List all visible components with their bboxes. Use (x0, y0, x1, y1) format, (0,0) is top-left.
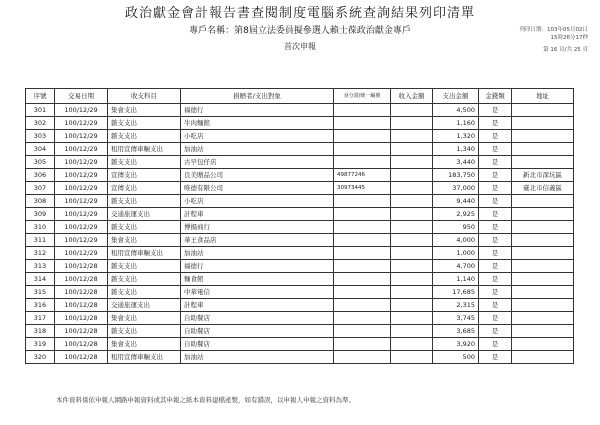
cell-address (512, 286, 574, 299)
cell-counterparty: 福德行 (181, 260, 334, 273)
cell-id-number (334, 312, 391, 325)
cell-date: 100/12/29 (55, 182, 108, 195)
cell-address (512, 234, 574, 247)
cell-date: 100/12/28 (55, 338, 108, 351)
cell-income (391, 130, 433, 143)
cell-category: 交通旅運支出 (108, 299, 181, 312)
cell-category: 宣傳支出 (108, 182, 181, 195)
cell-income (391, 299, 433, 312)
cell-category: 雜支支出 (108, 130, 181, 143)
table-row (26, 130, 574, 143)
cell-id-number: 30973445 (334, 182, 391, 195)
cell-income (391, 117, 433, 130)
cell-income (391, 260, 433, 273)
cell-monetary: 是 (479, 260, 512, 273)
cell-category: 集會支出 (108, 234, 181, 247)
cell-seq: 318 (26, 325, 55, 338)
cell-id-number (334, 117, 391, 130)
cell-date: 100/12/29 (55, 130, 108, 143)
cell-expense: 1,160 (433, 117, 479, 130)
cell-monetary: 是 (479, 221, 512, 234)
cell-expense: 500 (433, 351, 479, 364)
cell-date: 100/12/29 (55, 195, 108, 208)
cell-seq: 304 (26, 143, 55, 156)
print-time: 15時26分17秒 (550, 35, 588, 41)
cell-counterparty: 計程車 (181, 208, 334, 221)
cell-category: 集會支出 (108, 104, 181, 117)
cell-address (512, 221, 574, 234)
cell-income (391, 195, 433, 208)
cell-date: 100/12/28 (55, 312, 108, 325)
table-row (26, 286, 574, 299)
cell-expense: 3,440 (433, 156, 479, 169)
cell-counterparty: 自助餐店 (181, 325, 334, 338)
cell-date: 100/12/29 (55, 208, 108, 221)
cell-seq: 305 (26, 156, 55, 169)
cell-id-number: 49877246 (334, 169, 391, 182)
cell-expense: 3,745 (433, 312, 479, 325)
cell-counterparty: 小吃店 (181, 195, 334, 208)
table-row (26, 208, 574, 221)
cell-counterparty: 加油站 (181, 143, 334, 156)
cell-seq: 313 (26, 260, 55, 273)
cell-date: 100/12/29 (55, 247, 108, 260)
cell-expense: 2,315 (433, 299, 479, 312)
cell-income (391, 338, 433, 351)
cell-address (512, 273, 574, 286)
cell-category: 雜支支出 (108, 156, 181, 169)
cell-seq: 317 (26, 312, 55, 325)
table-row (26, 195, 574, 208)
cell-monetary: 是 (479, 247, 512, 260)
cell-seq: 301 (26, 104, 55, 117)
cell-category: 租用宣傳車輛支出 (108, 247, 181, 260)
cell-income (391, 156, 433, 169)
cell-monetary: 是 (479, 299, 512, 312)
cell-address (512, 260, 574, 273)
cell-monetary: 是 (479, 286, 512, 299)
cell-id-number (334, 260, 391, 273)
cell-counterparty: 加油站 (181, 247, 334, 260)
table-row (26, 143, 574, 156)
cell-income (391, 247, 433, 260)
cell-address (512, 312, 574, 325)
cell-counterparty: 唯德有限公司 (181, 182, 334, 195)
table-row (26, 247, 574, 260)
cell-income (391, 351, 433, 364)
table-row (26, 325, 574, 338)
cell-monetary: 是 (479, 325, 512, 338)
cell-id-number (334, 156, 391, 169)
cell-monetary: 是 (479, 208, 512, 221)
cell-category: 集會支出 (108, 338, 181, 351)
cell-counterparty: 博揚商行 (181, 221, 334, 234)
cell-date: 100/12/29 (55, 143, 108, 156)
cell-date: 100/12/29 (55, 234, 108, 247)
document-title: 政治獻金會計報告書查閱制度電腦系統查詢結果列印清單 (124, 6, 475, 21)
cell-counterparty: 良美贈品公司 (181, 169, 334, 182)
cell-seq: 308 (26, 195, 55, 208)
cell-id-number (334, 338, 391, 351)
cell-address (512, 117, 574, 130)
table-row (26, 234, 574, 247)
cell-expense: 1,320 (433, 130, 479, 143)
cell-date: 100/12/28 (55, 260, 108, 273)
cell-address (512, 156, 574, 169)
cell-date: 100/12/28 (55, 325, 108, 338)
cell-id-number (334, 351, 391, 364)
cell-id-number (334, 104, 391, 117)
cell-address (512, 104, 574, 117)
cell-expense: 37,000 (433, 182, 479, 195)
cell-monetary: 是 (479, 338, 512, 351)
cell-date: 100/12/29 (55, 156, 108, 169)
cell-income (391, 143, 433, 156)
cell-id-number (334, 286, 391, 299)
cell-monetary: 是 (479, 273, 512, 286)
cell-date: 100/12/29 (55, 104, 108, 117)
cell-income (391, 104, 433, 117)
cell-income (391, 312, 433, 325)
cell-seq: 312 (26, 247, 55, 260)
cell-category: 雜支支出 (108, 325, 181, 338)
table-row (26, 312, 574, 325)
cell-monetary: 是 (479, 234, 512, 247)
cell-expense: 3,685 (433, 325, 479, 338)
table-row (26, 156, 574, 169)
cell-seq: 315 (26, 286, 55, 299)
cell-seq: 316 (26, 299, 55, 312)
column-header-address: 地址 (512, 89, 574, 104)
cell-address (512, 247, 574, 260)
cell-counterparty: 中華電信 (181, 286, 334, 299)
cell-id-number (334, 221, 391, 234)
column-header-income: 收入金額 (391, 89, 433, 104)
table-row (26, 104, 574, 117)
cell-date: 100/12/28 (55, 299, 108, 312)
cell-counterparty: 麵食館 (181, 273, 334, 286)
cell-expense: 9,440 (433, 195, 479, 208)
cell-monetary: 是 (479, 156, 512, 169)
cell-category: 租用宣傳車輛支出 (108, 351, 181, 364)
cell-seq: 307 (26, 182, 55, 195)
cell-monetary: 是 (479, 351, 512, 364)
cell-id-number (334, 273, 391, 286)
column-header-category: 收支科目 (108, 89, 181, 104)
table-row (26, 117, 574, 130)
table-row (26, 338, 574, 351)
cell-category: 雜支支出 (108, 286, 181, 299)
cell-date: 100/12/29 (55, 221, 108, 234)
cell-income (391, 234, 433, 247)
cell-id-number (334, 325, 391, 338)
cell-address (512, 208, 574, 221)
table-row (26, 221, 574, 234)
cell-address (512, 338, 574, 351)
cell-seq: 303 (26, 130, 55, 143)
cell-income (391, 325, 433, 338)
cell-income (391, 169, 433, 182)
cell-category: 雜支支出 (108, 117, 181, 130)
cell-category: 租用宣傳車輛支出 (108, 143, 181, 156)
cell-address (512, 299, 574, 312)
footer-note: 本件資料係依申報人網路申報資料或其申報之紙本資料建檔產製，如有錯誤，以申報人申報之資料為準。 (56, 396, 355, 404)
cell-expense: 183,750 (433, 169, 479, 182)
cell-date: 100/12/28 (55, 351, 108, 364)
cell-date: 100/12/29 (55, 117, 108, 130)
cell-date: 100/12/29 (55, 169, 108, 182)
cell-income (391, 273, 433, 286)
cell-id-number (334, 299, 391, 312)
cell-seq: 319 (26, 338, 55, 351)
print-date: 列印日期：103年05月02日 (519, 27, 588, 33)
cell-seq: 310 (26, 221, 55, 234)
cell-seq: 306 (26, 169, 55, 182)
table-row (26, 169, 574, 182)
cell-counterparty: 小吃店 (181, 130, 334, 143)
cell-counterparty: 加油站 (181, 351, 334, 364)
cell-monetary: 是 (479, 104, 512, 117)
cell-address (512, 130, 574, 143)
column-header-monetary: 金錢類 (479, 89, 512, 104)
filing-type: 首次申報 (284, 42, 316, 51)
cell-expense: 17,685 (433, 286, 479, 299)
cell-address: 臺北市信義區 (512, 182, 574, 195)
table-header (26, 89, 574, 104)
cell-category: 交通旅運支出 (108, 208, 181, 221)
cell-seq: 302 (26, 117, 55, 130)
column-header-expense: 支出金額 (433, 89, 479, 104)
cell-monetary: 是 (479, 169, 512, 182)
cell-expense: 1,000 (433, 247, 479, 260)
cell-address (512, 351, 574, 364)
print-info (508, 26, 588, 42)
cell-expense: 950 (433, 221, 479, 234)
cell-counterparty: 計程車 (181, 299, 334, 312)
cell-address: 新北市深坑區 (512, 169, 574, 182)
column-header-seq: 序號 (26, 89, 55, 104)
cell-category: 雜支支出 (108, 195, 181, 208)
cell-income (391, 182, 433, 195)
cell-income (391, 208, 433, 221)
table-row (26, 260, 574, 273)
cell-id-number (334, 195, 391, 208)
cell-category: 雜支支出 (108, 260, 181, 273)
cell-category: 雜支支出 (108, 221, 181, 234)
cell-counterparty: 自助餐店 (181, 338, 334, 351)
cell-monetary: 是 (479, 182, 512, 195)
cell-income (391, 221, 433, 234)
cell-monetary: 是 (479, 143, 512, 156)
cell-address (512, 195, 574, 208)
cell-expense: 1,340 (433, 143, 479, 156)
cell-counterparty: 華王食品店 (181, 234, 334, 247)
cell-seq: 314 (26, 273, 55, 286)
cell-date: 100/12/28 (55, 273, 108, 286)
cell-id-number (334, 130, 391, 143)
cell-expense: 3,920 (433, 338, 479, 351)
table-row (26, 299, 574, 312)
cell-counterparty: 牛肉麵館 (181, 117, 334, 130)
column-header-counterparty: 捐贈者/支出對象 (181, 89, 334, 104)
cell-counterparty: 古早包仔店 (181, 156, 334, 169)
cell-id-number (334, 247, 391, 260)
cell-expense: 4,700 (433, 260, 479, 273)
cell-seq: 320 (26, 351, 55, 364)
cell-expense: 4,000 (433, 234, 479, 247)
table-row (26, 351, 574, 364)
cell-expense: 2,925 (433, 208, 479, 221)
column-header-id-number: 身分證/統一編號 (334, 89, 391, 104)
cell-id-number (334, 208, 391, 221)
table-row (26, 182, 574, 195)
column-header-date: 交易日期 (55, 89, 108, 104)
cell-counterparty: 自助餐店 (181, 312, 334, 325)
cell-date: 100/12/28 (55, 286, 108, 299)
cell-category: 宣傳支出 (108, 169, 181, 182)
cell-income (391, 286, 433, 299)
cell-counterparty: 福德行 (181, 104, 334, 117)
cell-monetary: 是 (479, 312, 512, 325)
table-row (26, 273, 574, 286)
cell-monetary: 是 (479, 117, 512, 130)
cell-seq: 309 (26, 208, 55, 221)
cell-expense: 1,140 (433, 273, 479, 286)
transactions-table (25, 88, 574, 364)
cell-monetary: 是 (479, 195, 512, 208)
cell-address (512, 143, 574, 156)
page-info: 第 16 頁/共 25 頁 (543, 47, 588, 53)
cell-expense: 4,500 (433, 104, 479, 117)
cell-id-number (334, 234, 391, 247)
cell-address (512, 325, 574, 338)
cell-monetary: 是 (479, 130, 512, 143)
cell-id-number (334, 143, 391, 156)
cell-category: 雜支支出 (108, 273, 181, 286)
account-name: 專戶名稱：第8屆立法委員擬參選人賴士葆政治獻金專戶 (189, 26, 411, 36)
cell-category: 集會支出 (108, 312, 181, 325)
cell-seq: 311 (26, 234, 55, 247)
